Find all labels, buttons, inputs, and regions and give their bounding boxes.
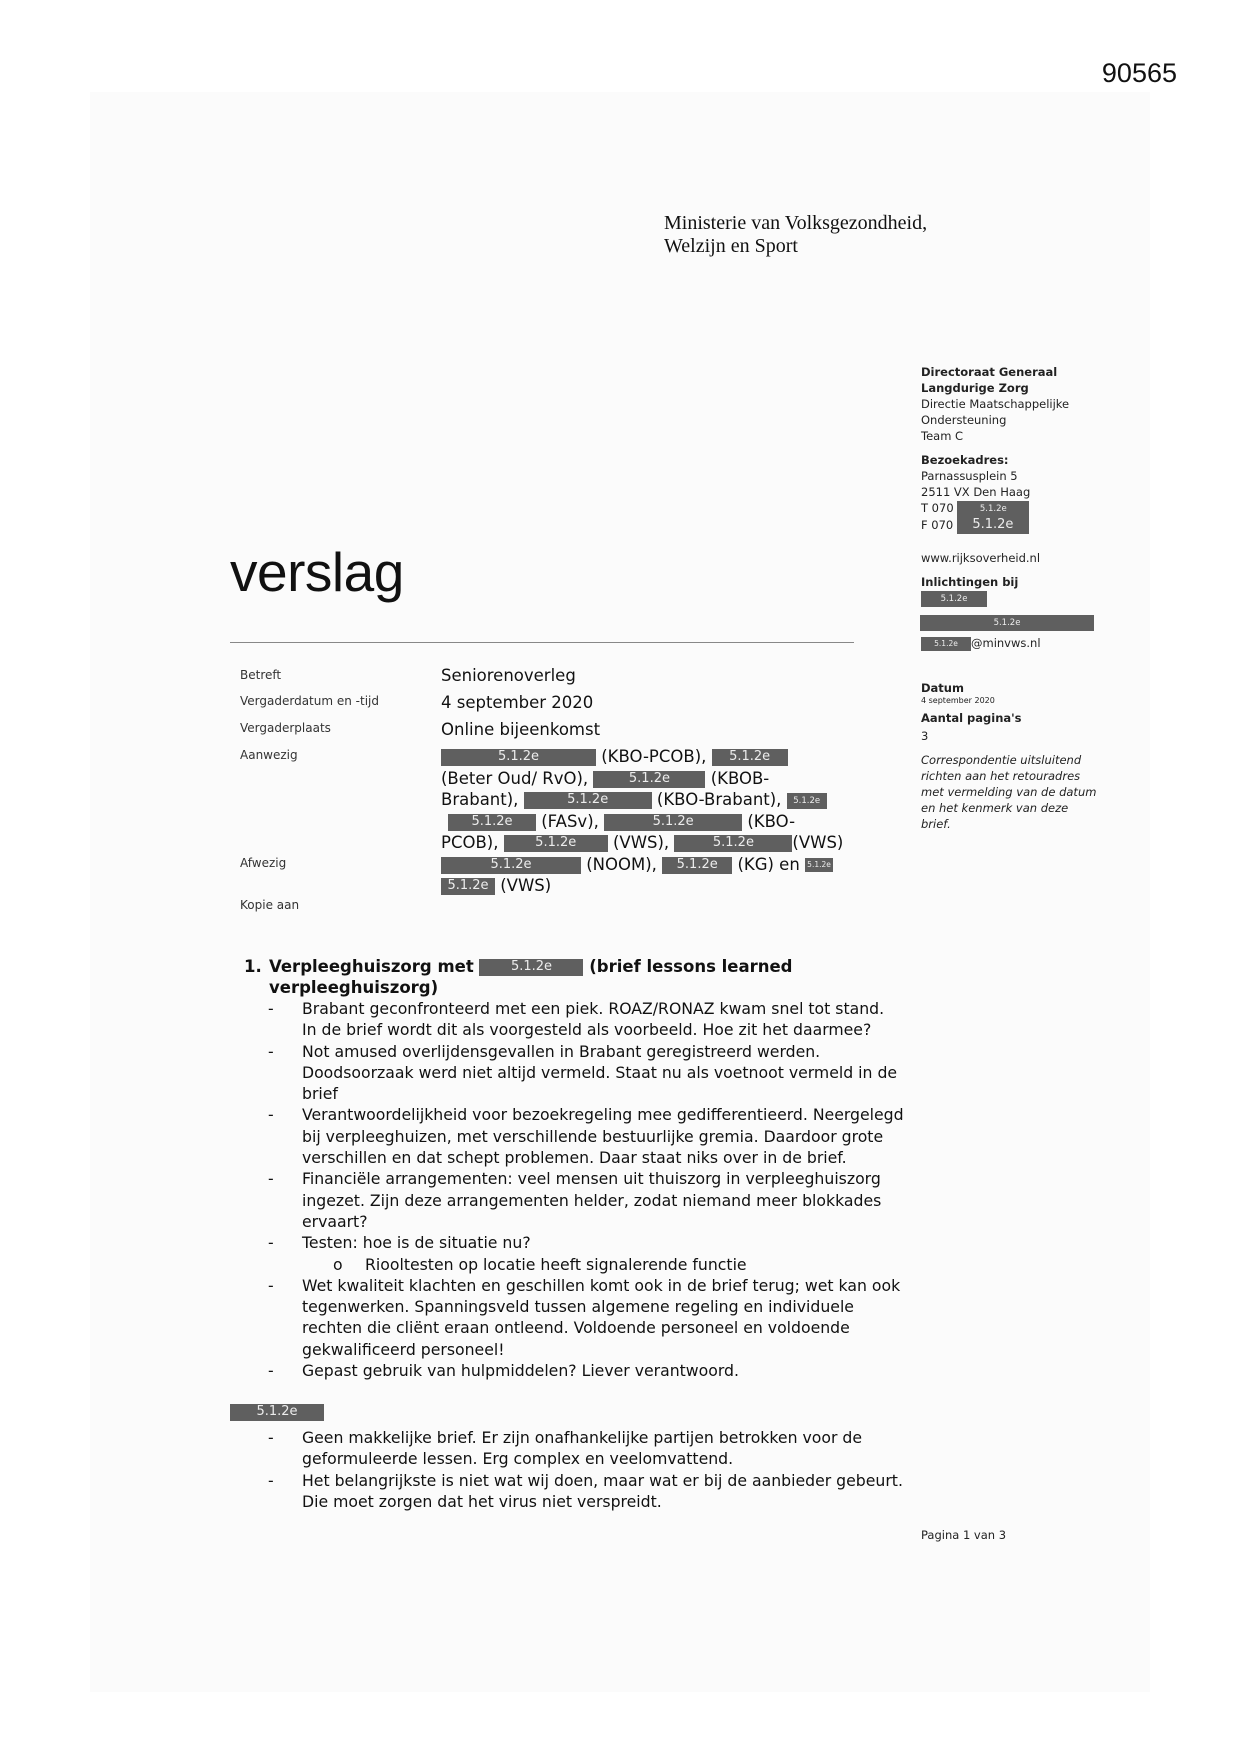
sidebar-org: Directoraat Generaal Langdurige Zorg Directie Maatschappelijke Ondersteuning Team C [921,365,1070,443]
redaction-block-wide: 5.1.2e [920,612,1094,631]
document-number: 90565 [1101,58,1177,88]
list-item: - Geen makkelijke brief. Er zijn onafhankelijke partijen betrokken voor de geformuleerde lessen. Erg complex en veelomvattend. [268,1428,863,1469]
sidebar-address: Bezoekadres: Parnassusplein 5 2511 VX Den Haag T 070 5.1.2e F 070 5.1.2e [921,453,1031,532]
list-item: - Not amused overlijdensgevallen in Brabant geregistreerd werden. Doodsoorzaak werd niet altijd vermeld. Staat nu als voetnoot vermeld in de brief [268,1041,898,1104]
label-vergaderdatum: Vergaderdatum en -tijd [240,694,379,708]
sidebar-note: Correspondentie uitsluitend richten aan het retouradres met vermelding van de datum en het kenmerk van deze brief. [921,753,1097,831]
ministry-logo-text: Ministerie van Volksgezondheid, Welzijn en Sport [664,212,928,257]
sidebar-date: Datum 4 september 2020 [921,681,995,705]
sidebar-pages: Aantal pagina's 3 [921,711,1022,743]
redaction-block: 5.1.2e [921,637,971,651]
response-list [268,1427,928,1512]
bullet-list [268,998,928,1381]
meeting-place: Online bijeenkomst [441,720,601,739]
divider [230,642,854,643]
document-title: verslag [230,541,404,603]
speaker-redaction: 5.1.2e [230,1402,324,1421]
section-heading: 1. Verpleeghuiszorg met 5.1.2e (brief lessons learned verpleeghuiszorg) [244,957,793,997]
list-item: - Verantwoordelijkheid voor bezoekregeling mee gedifferentieerd. Neergelegd bij verpleeghuizen, met verschillende bestuurlijke gremia. Daardoor grote verschillen en dat schept problemen. Daar staat niks over in de brief. [268,1105,904,1168]
label-afwezig: Afwezig [240,856,287,870]
label-kopie-aan: Kopie aan [240,898,300,912]
sub-list-item: o Riooltesten op locatie heeft signalerende functie [333,1254,747,1274]
page-footer: Pagina 1 van 3 [921,1528,1007,1542]
redaction-block: 5.1.2e [957,517,1029,534]
sidebar-info: Inlichtingen bij 5.1.2e [921,574,1018,607]
meeting-date: 4 september 2020 [441,693,594,712]
list-item: - Gepast gebruik van hulpmiddelen? Liever verantwoord. [268,1361,739,1381]
label-vergaderplaats: Vergaderplaats [240,721,331,735]
redaction-block: 5.1.2e [957,501,1029,517]
sidebar-website: www.rijksoverheid.nl [921,551,1041,565]
list-item: - Wet kwaliteit klachten en geschillen komt ook in de brief terug; wet kan ook tegenwerken. Spanningsveld tussen algemene regeling en individuele rechten die cliënt eraan ontleend. Voldoende personeel en voldoende gekwalificeerd personeel! [268,1275,901,1359]
sidebar-email: 5.1.2e @minvws.nl [921,635,1041,651]
list-item: - Financiële arrangementen: veel mensen uit thuiszorg in verpleeghuiszorg ingezet. Zijn deze arrangementen helder, zodat niemand meer blokkades ervaart? [268,1169,882,1231]
list-item: - Het belangrijkste is niet wat wij doen, maar wat er bij de aanbieder gebeurt. Die moet zorgen dat het virus niet verspreidt. [268,1470,903,1511]
redaction-block: 5.1.2e [921,591,987,607]
redaction-block: 5.1.2e [479,959,583,976]
list-item: - Testen: hoe is de situatie nu? [268,1233,531,1253]
attendees-list: 5.1.2e (KBO-PCOB), 5.1.2e (Beter Oud/ RvO), 5.1.2e (KBOB- Brabant), 5.1.2e (KBO-Brabant), 5.1.2e 5.1.2e (FASv), 5.1.2e (KBO- PCOB), 5.1.2e (VWS), 5.1.2e (VWS) 5.1.2e (NOOM), 5.1.2e (KG) en 5.1.2e 5.1.2e (VWS) [441,747,844,895]
label-betreft: Betreft [240,668,282,682]
label-aanwezig: Aanwezig [240,748,298,762]
list-item: - Brabant geconfronteerd met een piek. ROAZ/RONAZ kwam snel tot stand. In de brief wordt dit als voorgesteld als voorbeeld. Hoe zit het daarmee? [268,999,885,1040]
meeting-subject: Seniorenoverleg [441,666,576,685]
